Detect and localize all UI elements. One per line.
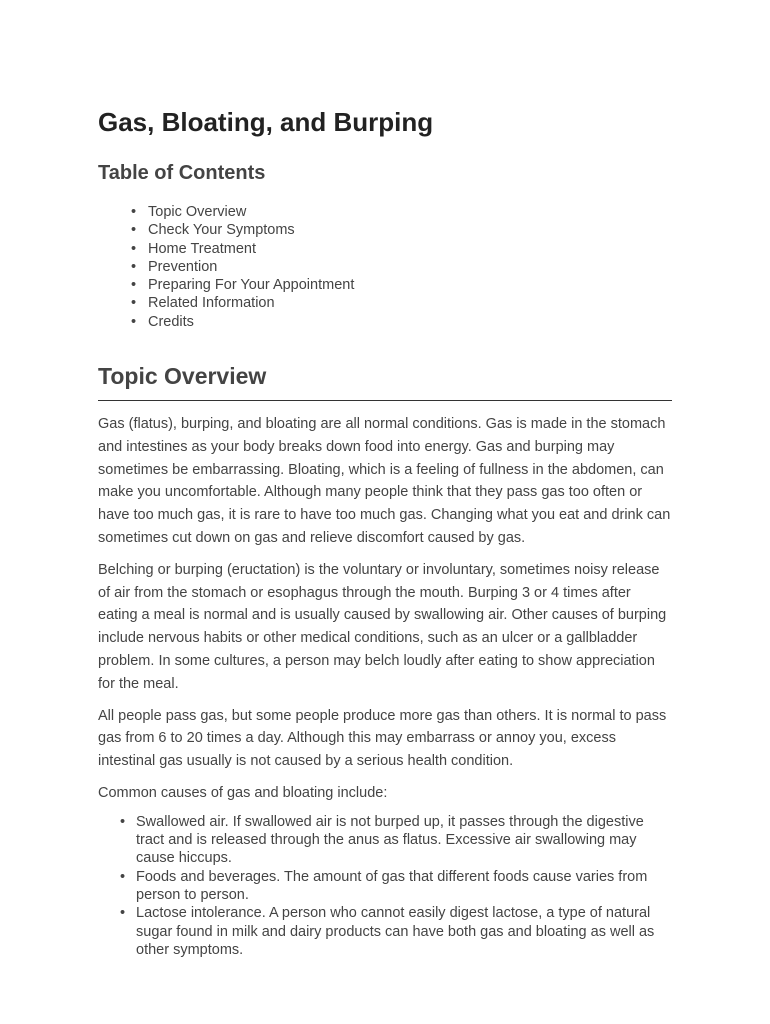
- toc-link-home-treatment[interactable]: • Home Treatment: [148, 240, 672, 258]
- toc-link-related-information[interactable]: • Related Information: [148, 294, 672, 312]
- toc-link-credits[interactable]: • Credits: [148, 313, 672, 331]
- table-of-contents: [98, 203, 672, 331]
- toc-heading: Table of Contents: [98, 162, 266, 184]
- toc-link-topic-overview[interactable]: • Topic Overview: [148, 203, 672, 221]
- overview-paragraph: All people pass gas, but some people produce more gas than others. It is normal to pass gas from 6 to 20 times a day. Although this may embarrass or annoy you, excess intestinal gas usually is not caused by a serious health condition.: [98, 707, 667, 770]
- overview-paragraph: Gas (flatus), burping, and bloating are all normal conditions. Gas is made in the stomach and intestines as your body breaks down food into energy. Gas and burping may sometimes be embarrassing. Bloating, which is a feeling of fullness in the abdomen, can make you uncomfortable. Although many people think that they pass gas too often or have too much gas, it is rare to have too much gas. Changing what you eat and drink can sometimes cut down on gas and relieve discomfort caused by gas.: [98, 416, 671, 547]
- list-item: • Swallowed air. If swallowed air is not burped up, it passes through the digestive tract and is released through the anus as flatus. Excessive air swallowing may cause hiccups.: [136, 813, 672, 868]
- list-item: • Lactose intolerance. A person who cannot easily digest lactose, a type of natural sugar found in milk and dairy products can have both gas and bloating as well as other symptoms.: [136, 904, 672, 959]
- toc-link-check-your-symptoms[interactable]: • Check Your Symptoms: [148, 221, 672, 239]
- toc-link-preparing-for-appointment[interactable]: • Preparing For Your Appointment: [148, 276, 672, 294]
- toc-link-prevention[interactable]: • Prevention: [148, 258, 672, 276]
- page-title: Gas, Bloating, and Burping: [98, 107, 434, 137]
- causes-list: [98, 813, 672, 959]
- list-item: • Foods and beverages. The amount of gas that different foods cause varies from person to person.: [136, 868, 672, 905]
- section-heading-topic-overview: Topic Overview: [98, 359, 672, 401]
- overview-paragraph: Common causes of gas and bloating include:: [98, 785, 388, 802]
- overview-paragraph: Belching or burping (eructation) is the voluntary or involuntary, sometimes noisy release of air from the stomach or esophagus through the mouth. Burping 3 or 4 times after eating a meal is normal and is usually caused by swallowing air. Other causes of burping include nervous habits or other medical conditions, such as an ulcer or a gallbladder problem. In some cultures, a person may belch loudly after eating to show appreciation for the meal.: [98, 561, 667, 692]
